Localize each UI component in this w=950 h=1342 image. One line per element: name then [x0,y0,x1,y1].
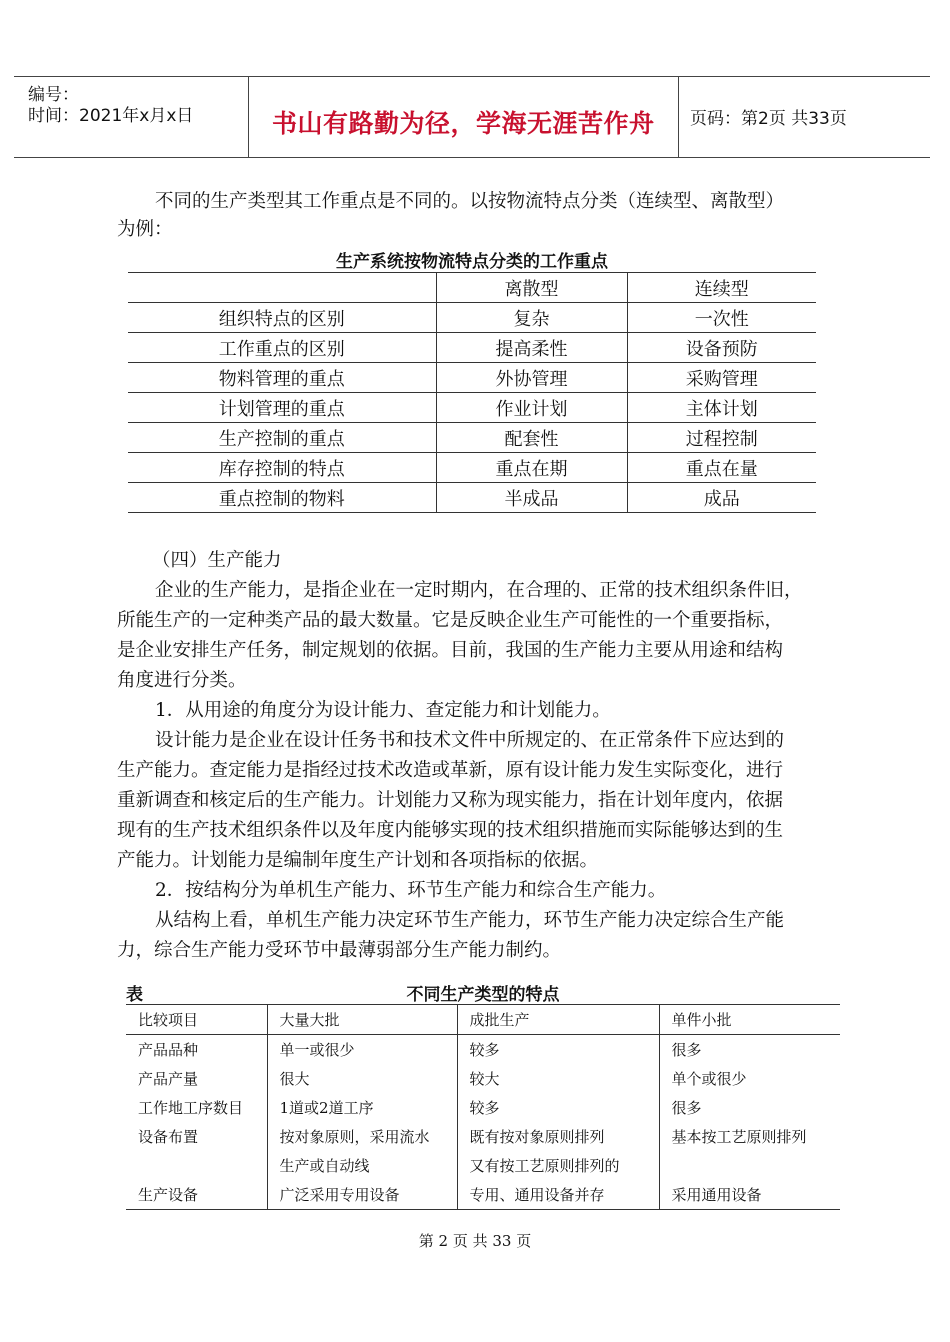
table-cell: 专用、通用设备并存 [457,1180,659,1210]
table-row [128,363,816,393]
table-row [128,423,816,453]
paragraph-line: 现有的生产技术组织条件以及年度内能够实现的技术组织措施而实际能够达到的生 [117,820,784,841]
header-divider [678,76,679,157]
table-cell: 很大 [267,1064,457,1093]
table-row [126,1122,840,1151]
table-cell: 采用通用设备 [659,1180,840,1210]
list-item: 1．从用途的角度分为设计能力、查定能力和计划能力。 [155,700,611,721]
table-cell: 主体计划 [627,393,816,423]
table-row [126,1151,840,1180]
header-divider [248,76,249,157]
paragraph-line: 设计能力是企业在设计任务书和技术文件中所规定的、在正常条件下应达到的 [155,730,785,751]
header-motto: 书山有路勤为径，学海无涯苦作舟 [272,109,655,138]
table-cell: 成品 [627,483,816,513]
table-header-cell [128,273,436,303]
table-cell: 按对象原则，采用流水 [267,1122,457,1151]
table-cell: 重点在量 [627,453,816,483]
table-header-cell: 连续型 [627,273,816,303]
table-header-cell: 单件小批 [659,1005,840,1035]
table-cell: 重点在期 [436,453,627,483]
table-cell: 工作地工序数目 [126,1093,267,1122]
table-cell [659,1151,840,1180]
table-cell: 工作重点的区别 [128,333,436,363]
paragraph-line: 生产能力。查定能力是指经过技术改造或革新，原有设计能力发生实际变化，进行 [117,760,784,781]
table-row [126,1180,840,1210]
table-row [128,453,816,483]
table-row [126,1093,840,1122]
table-cell: 较大 [457,1064,659,1093]
table-cell: 一次性 [627,303,816,333]
table-cell: 作业计划 [436,393,627,423]
table-cell: 采购管理 [627,363,816,393]
table-row [126,1064,840,1093]
table-cell: 产品品种 [126,1035,267,1065]
table-cell: 广泛采用专用设备 [267,1180,457,1210]
intro-line: 不同的生产类型其工作重点是不同的。以按物流特点分类（连续型、离散型） [155,191,785,212]
paragraph-line: 力，综合生产能力受环节中最薄弱部分生产能力制约。 [117,940,562,961]
table2-label: 表 [126,985,143,1005]
paragraph-line: 所能生产的一定种类产品的最大数量。它是反映企业生产可能性的一个重要指标， [117,610,784,631]
paragraph-line: 企业的生产能力，是指企业在一定时期内，在合理的、正常的技术组织条件旧， [155,580,803,601]
paragraph-line: 是企业安排生产任务，制定规划的依据。目前，我国的生产能力主要从用途和结构 [117,640,784,661]
production-type-table [126,1004,840,1210]
table-cell: 半成品 [436,483,627,513]
table-cell: 物料管理的重点 [128,363,436,393]
table-cell: 生产或自动线 [267,1151,457,1180]
table-cell: 过程控制 [627,423,816,453]
table-cell: 又有按工艺原则排列的 [457,1151,659,1180]
table-row [128,303,816,333]
table-header-row [128,273,816,303]
table-cell: 生产设备 [126,1180,267,1210]
table-cell: 产品产量 [126,1064,267,1093]
table-cell: 复杂 [436,303,627,333]
paragraph-line: 角度进行分类。 [117,670,247,691]
table-cell: 库存控制的特点 [128,453,436,483]
table-header-cell: 大量大批 [267,1005,457,1035]
table-row [128,393,816,423]
paragraph-line: 从结构上看，单机生产能力决定环节生产能力，环节生产能力决定综合生产能 [155,910,785,931]
document-number-label: 编号： [28,85,79,105]
section-heading: （四）生产能力 [152,550,282,571]
table-cell: 1道或2道工序 [267,1093,457,1122]
table1-title: 生产系统按物流特点分类的工作重点 [336,252,608,272]
paragraph-line: 重新调查和核定后的生产能力。计划能力又称为现实能力，指在计划年度内，依据 [117,790,784,811]
table-cell: 单一或很少 [267,1035,457,1065]
table-header-cell: 成批生产 [457,1005,659,1035]
table-cell: 生产控制的重点 [128,423,436,453]
table-cell: 很多 [671,1099,702,1117]
work-focus-table [128,272,816,513]
table-cell: 单个或很少 [671,1070,747,1088]
table-cell: 设备布置 [126,1122,267,1151]
table-cell: 重点控制的物料 [128,483,436,513]
table-cell: 设备预防 [627,333,816,363]
table-cell: 外协管理 [436,363,627,393]
table-header-row [126,1005,840,1035]
table-cell: 提高柔性 [436,333,627,363]
table-row [126,1035,840,1065]
list-item: 2．按结构分为单机生产能力、环节生产能力和综合生产能力。 [155,880,667,901]
page-footer: 第 2 页 共 33 页 [418,1232,532,1250]
table-row [128,333,816,363]
table-cell: 计划管理的重点 [128,393,436,423]
table-cell: 既有按对象原则排列 [457,1122,659,1151]
table-header-cell: 比较项目 [126,1005,267,1035]
table-cell: 基本按工艺原则排列 [671,1128,807,1146]
header-page-label: 页码：第2页 共33页 [690,109,847,129]
table2-title: 不同生产类型的特点 [406,985,560,1005]
table-cell [126,1151,267,1180]
table-cell: 配套性 [436,423,627,453]
table-cell: 较多 [457,1093,659,1122]
document-time-label: 时间：2021年x月x日 [28,106,194,126]
intro-line: 为例： [117,219,173,240]
table-row [128,483,816,513]
paragraph-line: 产能力。计划能力是编制年度生产计划和各项指标的依据。 [117,850,599,871]
table-header-cell: 离散型 [436,273,627,303]
table-cell: 很多 [671,1041,702,1059]
table-cell: 较多 [457,1035,659,1065]
table-cell: 组织特点的区别 [128,303,436,333]
